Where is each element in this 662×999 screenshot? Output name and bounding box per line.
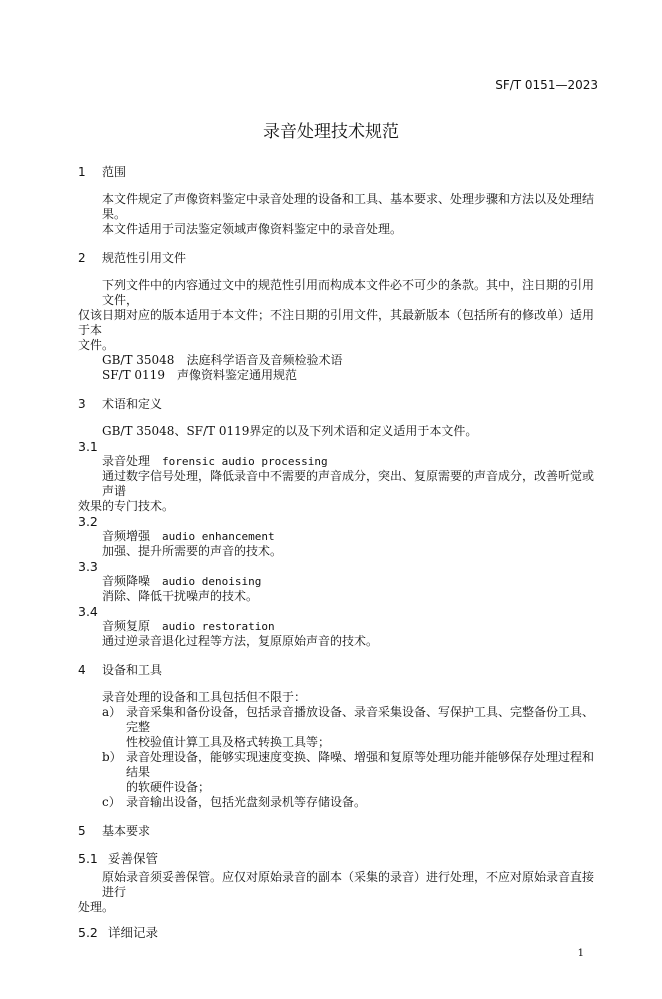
term-english: audio enhancement bbox=[162, 530, 275, 543]
term-chinese: 音频增强 bbox=[102, 529, 151, 543]
term-number: 3.4 bbox=[78, 604, 98, 619]
reference-name: 声像资料鉴定通用规范 bbox=[176, 368, 297, 382]
section-number: 3 bbox=[78, 397, 86, 411]
section-number: 2 bbox=[78, 251, 86, 265]
term-entry bbox=[78, 529, 598, 544]
list-item bbox=[78, 750, 598, 795]
term-number: 3.1 bbox=[78, 439, 98, 454]
subsection-5-1-heading bbox=[78, 851, 598, 866]
section-title: 设备和工具 bbox=[102, 663, 163, 677]
section-4-heading bbox=[78, 663, 598, 678]
term-english: audio restoration bbox=[162, 620, 275, 633]
page-number: 1 bbox=[577, 948, 584, 959]
paragraph-line: 录音处理的设备和工具包括但不限于： bbox=[102, 690, 307, 704]
section-title: 规范性引用文件 bbox=[102, 251, 187, 265]
term-chinese: 音频降噪 bbox=[102, 574, 151, 588]
term-entry bbox=[78, 619, 598, 634]
section-number: 1 bbox=[78, 165, 86, 179]
list-item-label: c） bbox=[102, 795, 121, 809]
term-definition: 效果的专门技术。 bbox=[78, 499, 175, 513]
paragraph-line: 本文件规定了声像资料鉴定中录音处理的设备和工具、基本要求、处理步骤和方法以及处理结果。 bbox=[102, 192, 595, 221]
paragraph-line: 下列文件中的内容通过文中的规范性引用而构成本文件必不可少的条款。其中，注日期的引用文件， bbox=[102, 278, 595, 307]
reference-item bbox=[78, 353, 598, 368]
term-number: 3.3 bbox=[78, 559, 98, 574]
document-number: SF/T 0151—2023 bbox=[495, 78, 598, 92]
term-chinese: 录音处理 bbox=[102, 454, 151, 468]
section-1-heading bbox=[78, 165, 598, 180]
list-item-line: 录音输出设备，包括光盘刻录机等存储设备。 bbox=[126, 795, 367, 809]
term-entry bbox=[78, 454, 598, 469]
paragraph-line: 仅该日期对应的版本适用于本文件；不注日期的引用文件，其最新版本（包括所有的修改单）适用于本 bbox=[78, 308, 595, 337]
term-entry bbox=[78, 574, 598, 589]
paragraph-line: 本文件适用于司法鉴定领域声像资料鉴定中的录音处理。 bbox=[102, 222, 403, 236]
subsection-5-2-heading bbox=[78, 925, 598, 940]
list-item-line: 录音处理设备，能够实现速度变换、降噪、增强和复原等处理功能并能够保存处理过程和结果 bbox=[126, 750, 595, 779]
term-english: forensic audio processing bbox=[162, 455, 328, 468]
subsection-number: 5.2 bbox=[78, 925, 98, 940]
term-definition: 通过逆录音退化过程等方法，复原原始声音的技术。 bbox=[102, 634, 379, 648]
section-5-heading bbox=[78, 824, 598, 839]
section-title: 术语和定义 bbox=[102, 397, 163, 411]
paragraph-line: 原始录音须妥善保管。应仅对原始录音的副本（采集的录音）进行处理，不应对原始录音直接进行 bbox=[102, 870, 595, 899]
reference-item bbox=[78, 368, 598, 383]
list-item bbox=[78, 705, 598, 750]
paragraph-line: GB/T 35048、SF/T 0119界定的以及下列术语和定义适用于本文件。 bbox=[102, 424, 478, 438]
reference-code: GB/T 35048 bbox=[102, 353, 175, 367]
list-item-line: 性校验值计算工具及格式转换工具等； bbox=[126, 735, 331, 749]
section-title: 基本要求 bbox=[102, 824, 151, 838]
list-item bbox=[78, 795, 598, 810]
list-item-line: 的软硬件设备； bbox=[126, 780, 211, 794]
reference-code: SF/T 0119 bbox=[102, 368, 165, 382]
term-english: audio denoising bbox=[162, 575, 262, 588]
subsection-number: 5.1 bbox=[78, 851, 98, 866]
term-definition: 消除、降低干扰噪声的技术。 bbox=[102, 589, 259, 603]
section-number: 5 bbox=[78, 824, 86, 838]
term-definition: 加强、提升所需要的声音的技术。 bbox=[102, 544, 283, 558]
list-item-line: 录音采集和备份设备，包括录音播放设备、录音采集设备、写保护工具、完整备份工具、完整 bbox=[126, 705, 595, 734]
paragraph-line: 文件。 bbox=[78, 338, 115, 352]
term-definition: 通过数字信号处理，降低录音中不需要的声音成分，突出、复原需要的声音成分，改善听觉或声谱 bbox=[102, 469, 595, 498]
paragraph-line: 处理。 bbox=[78, 900, 115, 914]
term-chinese: 音频复原 bbox=[102, 619, 151, 633]
reference-name: 法庭科学语音及音频检验术语 bbox=[186, 353, 343, 367]
section-title: 范围 bbox=[102, 165, 127, 179]
subsection-title: 妥善保管 bbox=[108, 851, 159, 866]
list-item-label: a） bbox=[102, 705, 122, 719]
page-title: 录音处理技术规范 bbox=[263, 122, 399, 142]
section-3-heading bbox=[78, 397, 598, 412]
section-number: 4 bbox=[78, 663, 86, 677]
section-2-heading bbox=[78, 251, 598, 266]
list-item-label: b） bbox=[102, 750, 122, 764]
subsection-title: 详细记录 bbox=[108, 925, 159, 940]
term-number: 3.2 bbox=[78, 514, 98, 529]
